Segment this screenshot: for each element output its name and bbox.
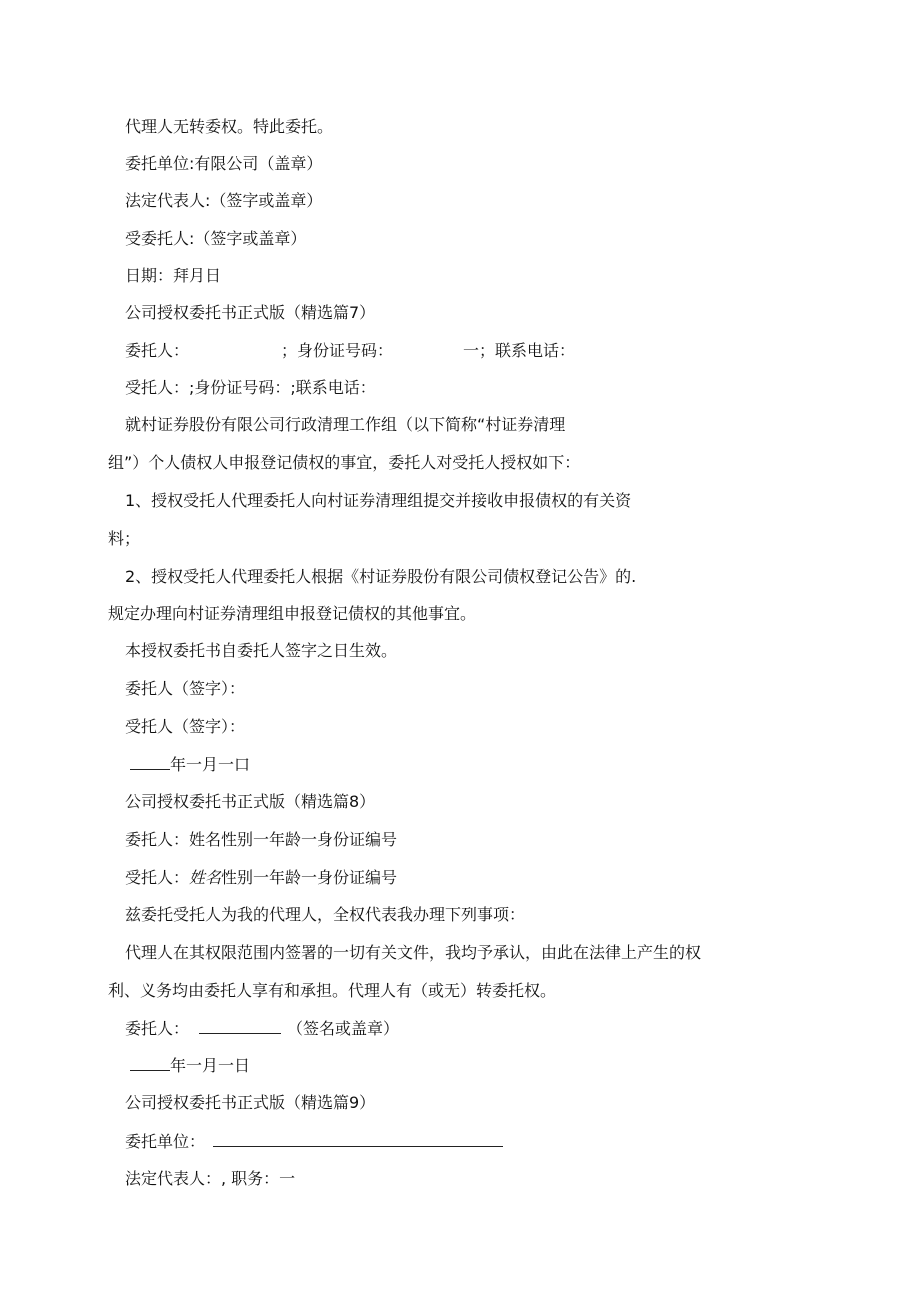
text-line: 兹委托受托人为我的代理人，全权代表我办理下列事项： — [125, 905, 526, 924]
text-fragment: 受托人： — [125, 868, 190, 887]
text-fragment: 年一月一日 — [170, 1056, 251, 1075]
text-fragment: 性别一年龄一身份证编号 — [221, 868, 398, 887]
text-line: 受托人：;身份证号码：;联系电话： — [125, 378, 376, 397]
text-line — [125, 867, 397, 889]
text-fragment: 姓名 — [189, 868, 222, 887]
text-fragment: 委托单位： — [125, 1132, 206, 1151]
text-line — [125, 1017, 399, 1039]
text-line: 日期：拜月日 — [125, 266, 222, 285]
text-line: 代理人在其权限范围内签署的一切有关文件，我均予承认，由此在法律上产生的权 — [125, 943, 702, 962]
text-line: 委托人：姓名性别一年龄一身份证编号 — [125, 830, 398, 849]
date-line — [130, 1054, 250, 1076]
text-line: 1、授权受托人代理委托人向村证券清理组提交并接收申报债权的有关资 — [125, 491, 632, 510]
text-line: 受托人（签字）： — [125, 717, 246, 736]
date-line — [130, 753, 250, 775]
text-line: 委托单位:有限公司（盖章） — [125, 154, 323, 173]
blank-underline — [213, 1130, 503, 1147]
text-fragment: 委托人： — [125, 341, 190, 360]
blank-underline — [130, 753, 170, 770]
text-fragment: ；身份证号码： — [281, 341, 394, 360]
section-heading: 公司授权委托书正式版（精选篇8） — [125, 792, 376, 811]
text-line: 规定办理向村证券清理组申报登记债权的其他事宜。 — [108, 604, 477, 623]
text-line: 料； — [108, 529, 141, 548]
blank-underline — [199, 1017, 281, 1034]
text-fragment: 委托人： — [125, 1019, 190, 1038]
section-heading: 公司授权委托书正式版（精选篇9） — [125, 1093, 376, 1112]
text-line: 委托人（签字）： — [125, 679, 246, 698]
text-line: 2、授权受托人代理委托人根据《村证券股份有限公司债权登记公告》的. — [125, 567, 637, 586]
text-line: 本授权委托书自委托人签字之日生效。 — [125, 641, 398, 660]
text-line: 法定代表人：, 职务：一 — [125, 1169, 296, 1188]
text-line — [125, 340, 575, 362]
text-line — [125, 1130, 503, 1152]
text-line: 利、义务均由委托人享有和承担。代理人有（或无）转委托权。 — [108, 981, 557, 1000]
text-fragment: 一；联系电话： — [463, 341, 576, 360]
blank-underline — [130, 1054, 170, 1071]
text-line: 受委托人:（签字或盖章） — [125, 229, 307, 248]
section-heading: 公司授权委托书正式版（精选篇7） — [125, 303, 376, 322]
text-fragment: 年一月一口 — [170, 755, 251, 774]
text-line: 组”）个人债权人申报登记债权的事宜，委托人对受托人授权如下： — [108, 453, 581, 472]
text-line: 法定代表人:（签字或盖章） — [125, 191, 323, 210]
text-line: 代理人无转委权。特此委托。 — [125, 117, 334, 136]
text-line: 就村证券股份有限公司行政清理工作组（以下简称“村证券清理 — [125, 415, 566, 434]
text-fragment: （签名或盖章） — [287, 1019, 400, 1038]
